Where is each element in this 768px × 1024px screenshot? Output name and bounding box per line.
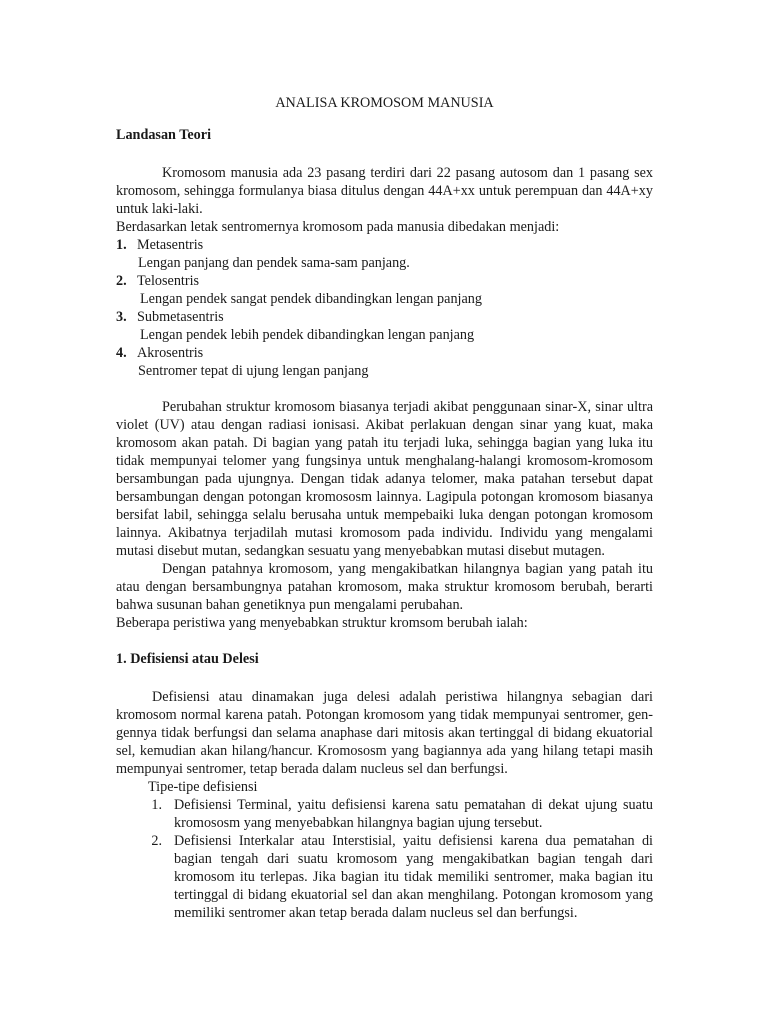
list-item-text: Defisiensi Interkalar atau Interstisial, yaitu defisiensi karena dua pematahan di bagian tengah dari suatu kromosom yang mengakibatkan bagian tengah dari kromosom itu terlepas. Jika bagian itu tidak memiliki sentromer, maka bagian itu tertinggal di bidang ekuatorial sel dan akan menghilang. Potongan kromosom yang memiliki sentromer akan tetap berada dalam nucleus sel dan berfungsi.	[174, 833, 653, 921]
document-page	[116, 94, 653, 922]
list-marker: 1.	[116, 237, 127, 253]
list-item	[116, 272, 653, 290]
type-description: Lengan panjang dan pendek sama-sam panjang.	[138, 255, 410, 271]
type-name: Telosentris	[137, 273, 200, 289]
list-marker: 4.	[116, 345, 127, 361]
classification-intro: Berdasarkan letak sentromernya kromosom pada manusia dibedakan menjadi:	[116, 219, 560, 235]
type-name: Akrosentris	[137, 345, 204, 361]
type-name: Metasentris	[137, 237, 204, 253]
theory-heading: Landasan Teori	[116, 127, 212, 143]
list-item	[116, 308, 653, 326]
type-description: Sentromer tepat di ujung lengan panjang	[138, 363, 369, 379]
type-name: Submetasentris	[137, 309, 224, 325]
list-item	[116, 236, 653, 254]
list-item-text: Defisiensi Terminal, yaitu defisiensi karena satu pematahan di dekat ujung suatu kromososm yang menyebabkan hilangnya bagian ujung tersebut.	[174, 797, 653, 831]
chromosome-types-list	[116, 236, 653, 380]
intro-paragraph: Kromosom manusia ada 23 pasang terdiri dari 22 pasang autosom dan 1 pasang sex kromosom, sehingga formulanya biasa ditulus dengan 44A+xx untuk perempuan dan 44A+xy untuk laki-laki.	[116, 165, 653, 217]
list-item	[116, 344, 653, 362]
list-marker: 1.	[151, 797, 162, 813]
mutation-paragraph: Perubahan struktur kromosom biasanya terjadi akibat penggunaan sinar-X, sinar ultra violet (UV) atau dengan radiasi ionisasi. Akibat perlakuan dengan sinar yang kuat, maka kromosom akan patah. Di bagian yang patah itu terjadi luka, sehingga bagian yang luka itu tidak mempunyai telomer yang fungsinya untuk menghalang-halangi kromosom-kromosom bersambungan pada ujungnya. Dengan tidak adanya telomer, maka patahan tersebut dapat bersambungan dengan potongan kromososm lainnya. Lagipula potongan kromosom biasanya bersifat labil, sehingga selalu berusaha untuk mempebaiki luka dengan potongan kromosom lainnya. Akibatnya terjadilah mutasi kromosom pada individu. Individu yang mengalami mutasi disebut mutan, sedangkan sesuatu yang menyebabkan mutasi disebut mutagen.	[116, 399, 653, 559]
section-paragraph: Defisiensi atau dinamakan juga delesi adalah peristiwa hilangnya sebagian dari kromosom normal karena patah. Potongan kromosom yang tidak mempunyai sentromer, gen-gennya tidak berfungsi dan selama anaphase dari mitosis akan tertinggal di bidang ekuatorial sel, kemudian akan hilang/hancur. Kromososm yang bagiannya ada yang hilang tetapi masih mempunyai sentromer, tetap berada dalam nucleus sel dan berfungsi.	[116, 689, 653, 777]
break-paragraph: Dengan patahnya kromosom, yang mengakibatkan hilangnya bagian yang patah itu atau dengan bersambungnya patahan kromosom, maka struktur kromosom berubah, berarti bahwa susunan bahan genetiknya pun mengalami perubahan.	[116, 561, 653, 613]
list-item	[116, 832, 653, 922]
deficiency-types-label: Tipe-tipe defisiensi	[148, 779, 258, 795]
section-heading: 1. Defisiensi atau Delesi	[116, 651, 259, 667]
type-description: Lengan pendek sangat pendek dibandingkan lengan panjang	[140, 291, 482, 307]
list-item	[116, 796, 653, 832]
deficiency-types-list	[116, 796, 653, 922]
list-marker: 3.	[116, 309, 127, 325]
type-description: Lengan pendek lebih pendek dibandingkan lengan panjang	[140, 327, 475, 343]
events-intro: Beberapa peristiwa yang menyebabkan struktur kromsom berubah ialah:	[116, 615, 528, 631]
document-title: ANALISA KROMOSOM MANUSIA	[275, 95, 494, 111]
list-marker: 2.	[116, 273, 127, 289]
list-marker: 2.	[151, 833, 162, 849]
